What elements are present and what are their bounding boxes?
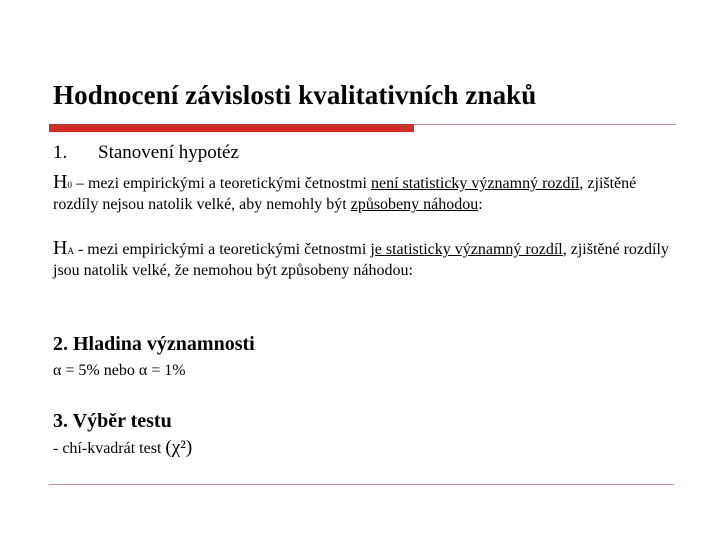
section-2-text: α = 5% nebo α = 1% (53, 362, 186, 379)
section-1-number: 1. (53, 142, 68, 163)
h0-symbol: H (53, 171, 68, 193)
hypothesis-ha (53, 238, 673, 281)
ha-subscript: A (67, 246, 74, 256)
section-3-text (53, 437, 192, 459)
h0-text-underlined-2: způsobeny náhodou (350, 196, 479, 213)
section-1-heading (53, 142, 239, 164)
section-1-title: Stanovení hypotéz (98, 142, 239, 163)
ha-text-underlined-1: je statisticky významný rozdíl (370, 241, 563, 258)
ha-text-a: mezi empirickými a teoretickými četnostmi (87, 241, 371, 258)
h0-text-underlined-1: není statisticky významný rozdíl (370, 175, 580, 192)
h0-text-a: mezi empirickými a teoretickými četnostmi (87, 175, 371, 192)
section-2-heading: 2. Hladina významnosti (53, 333, 255, 355)
section-3-test-name: - chí-kvadrát test (53, 440, 166, 457)
ha-symbol: H (53, 237, 68, 259)
ha-dash: - (73, 241, 88, 258)
chi-square-formula: (χ²) (165, 437, 193, 458)
ha-text-b: , zjištěné rozdíly jsou natolik velké, že nemohou být způsobeny náhodou: (53, 241, 669, 279)
hypothesis-h0 (53, 172, 673, 215)
slide-title: Hodnocení závislosti kvalitativních znaků (53, 80, 537, 110)
h0-text-b: , zjištěné rozdíly nejsou natolik velké, aby nemohly být (53, 175, 637, 213)
section-3-heading: 3. Výběr testu (53, 410, 172, 432)
h0-subscript: 0 (67, 180, 72, 190)
title-underline-thin (414, 124, 676, 125)
footer-rule (49, 484, 674, 485)
title-underline-red (49, 124, 414, 132)
h0-text-c: : (478, 196, 483, 213)
h0-dash: – (71, 175, 88, 192)
